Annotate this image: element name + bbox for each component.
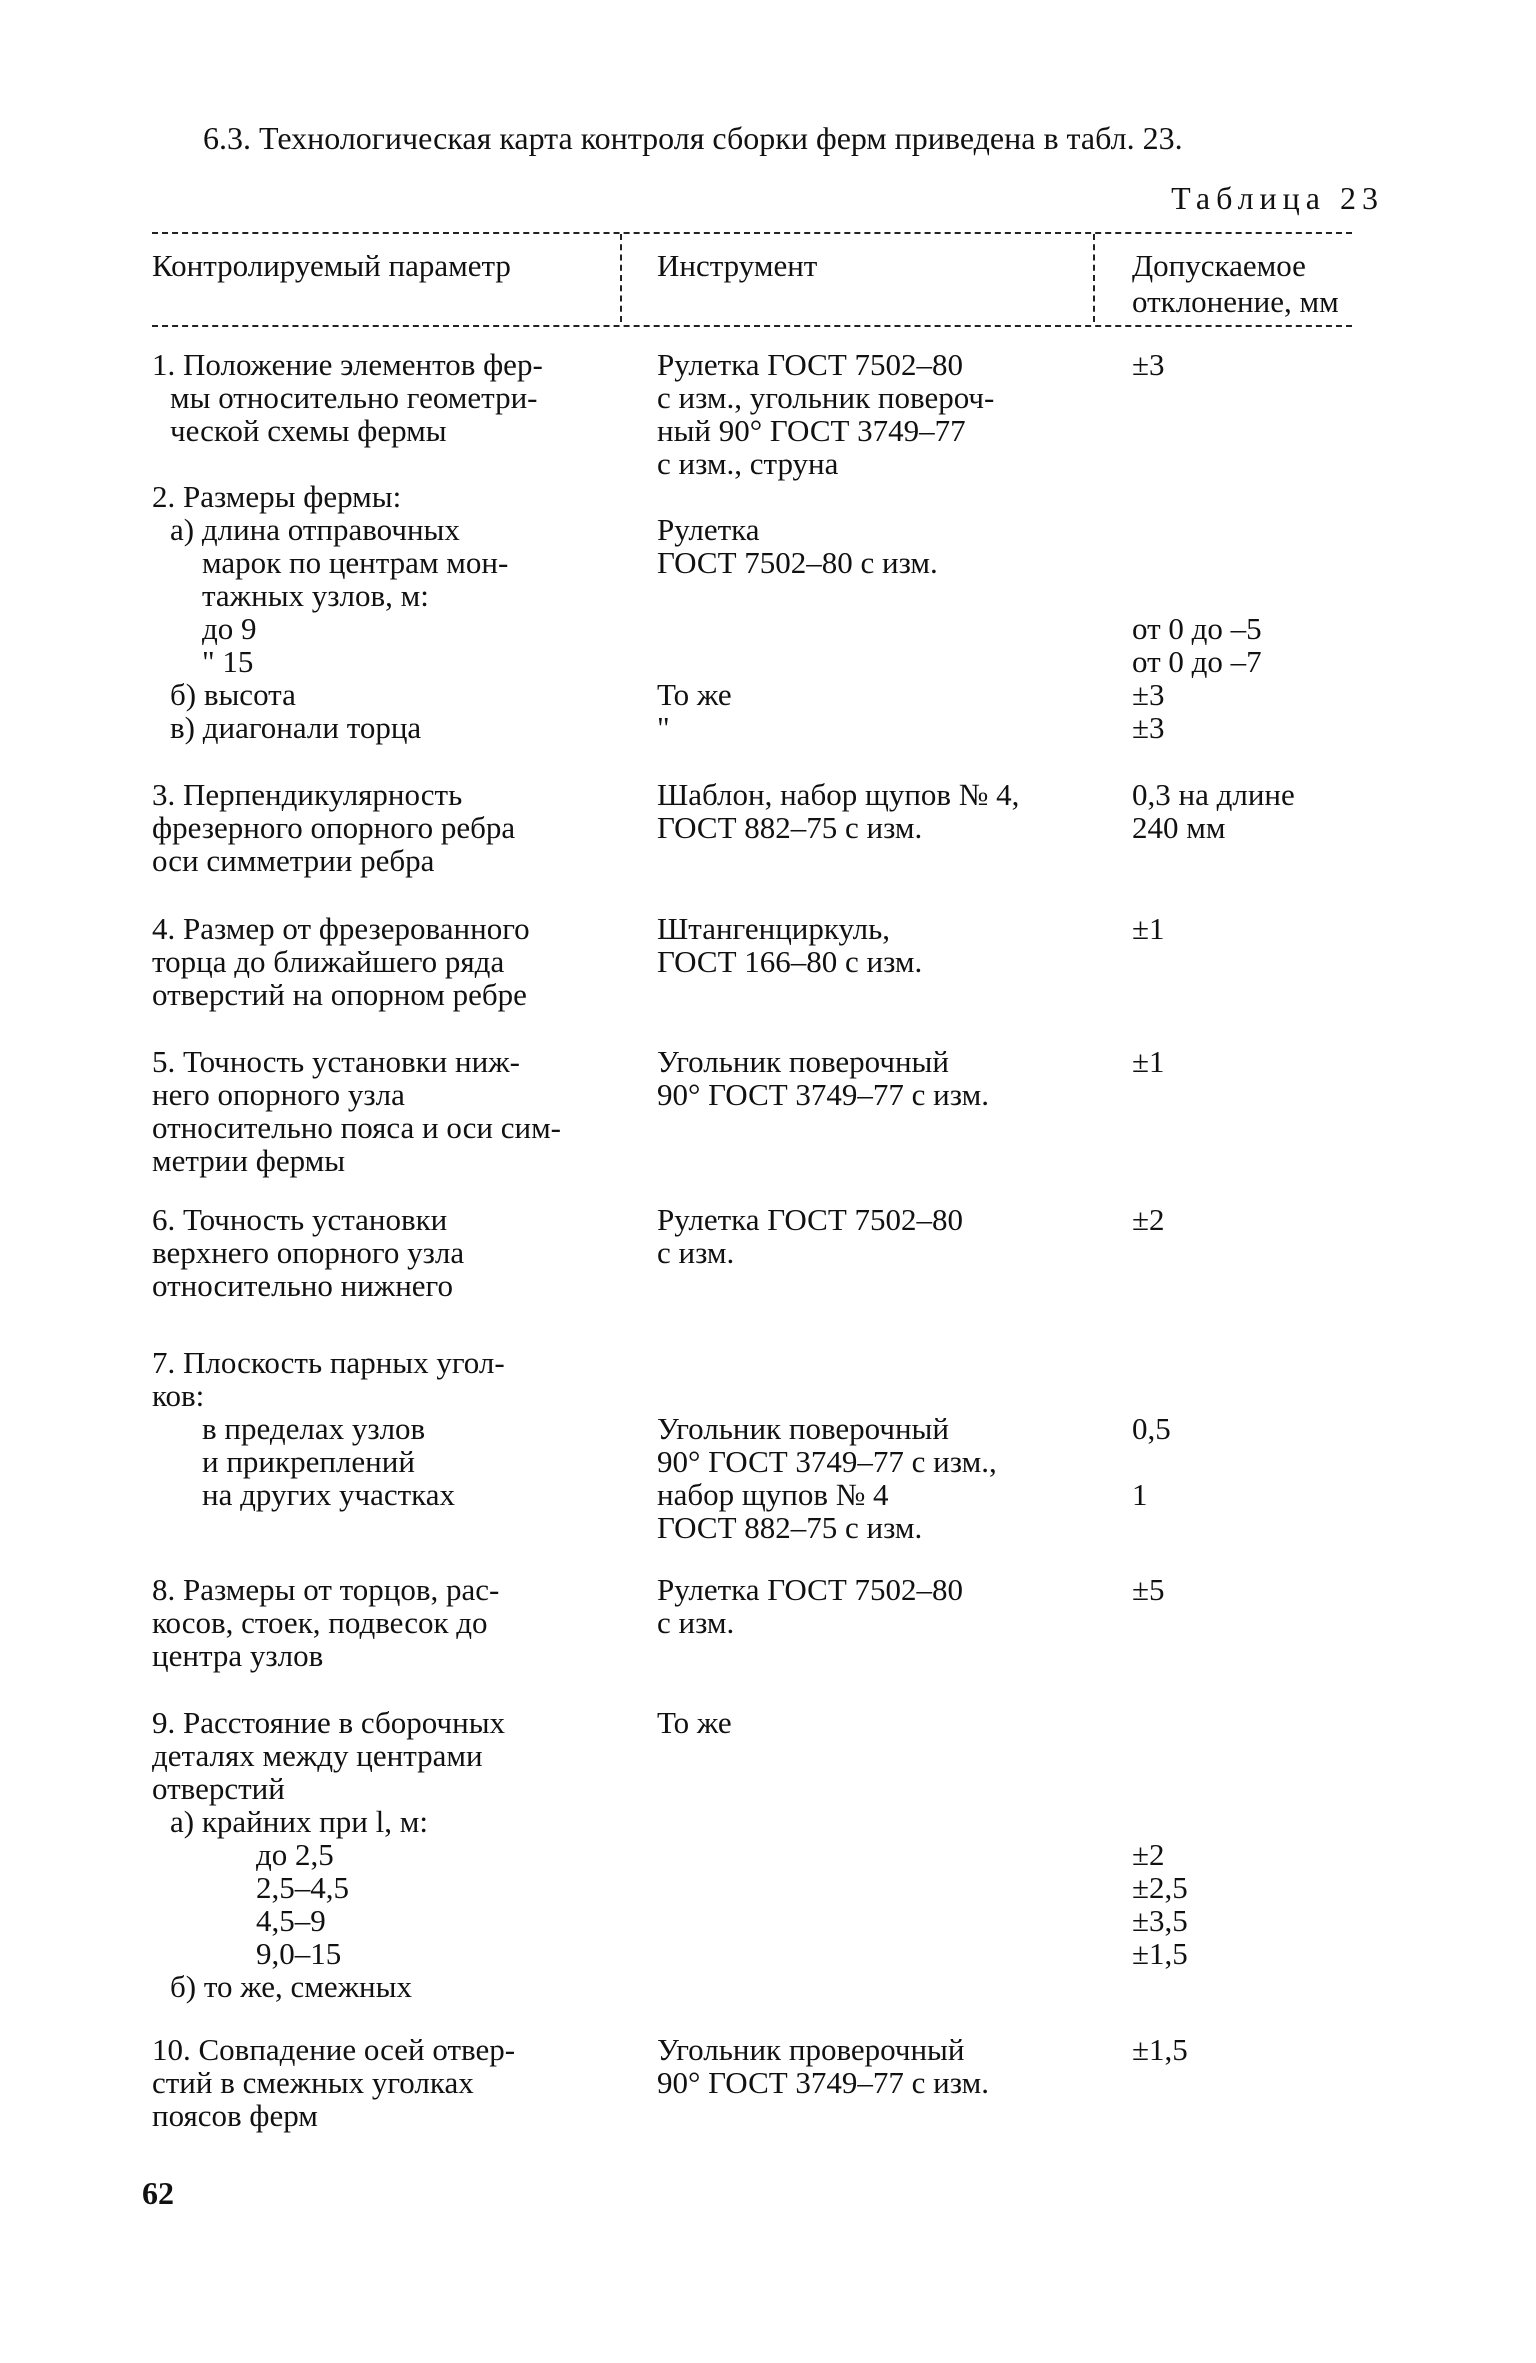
cell-line: тажных узлов, м: xyxy=(202,578,429,613)
cell-line: ческой схемы фермы xyxy=(170,413,447,448)
cell-line: 8. Размеры от торцов, рас- xyxy=(152,1572,500,1607)
tool-cell xyxy=(657,480,1117,744)
cell-line: марок по центрам мон- xyxy=(202,545,509,580)
cell-line: ±3 xyxy=(1132,710,1165,745)
cell-line: торца до ближайшего ряда xyxy=(152,944,505,979)
cell-line xyxy=(1132,513,1362,546)
tolerance-cell xyxy=(1132,1203,1362,1236)
cell-line: 2,5–4,5 xyxy=(256,1870,349,1905)
cell-line: Рулетка ГОСТ 7502–80 xyxy=(657,347,964,382)
tool-cell xyxy=(657,1045,1117,1111)
cell-line: стий в смежных уголках xyxy=(152,2065,474,2100)
header-divider-2 xyxy=(1093,234,1095,322)
cell-line: б) высота xyxy=(170,677,296,712)
cell-line xyxy=(657,1346,1117,1379)
cell-line: " xyxy=(657,710,670,745)
cell-line xyxy=(1132,1346,1362,1379)
cell-line: " 15 xyxy=(202,644,254,679)
cell-line: ±5 xyxy=(1132,1572,1165,1607)
cell-line: 3. Перпендикулярность xyxy=(152,777,463,812)
parameter-cell xyxy=(152,348,642,447)
cell-line: 9. Расстояние в сборочных xyxy=(152,1705,506,1740)
tolerance-cell xyxy=(1132,480,1362,744)
parameter-cell xyxy=(152,1045,642,1177)
table-label: Таблица 23 xyxy=(1171,180,1384,216)
cell-line: до 2,5 xyxy=(256,1837,334,1872)
tolerance-cell xyxy=(1132,778,1362,844)
cell-line: относительно пояса и оси сим- xyxy=(152,1110,562,1145)
tool-cell xyxy=(657,1203,1117,1269)
cell-line: ±1,5 xyxy=(1132,1936,1188,1971)
cell-line: деталях между центрами xyxy=(152,1738,483,1773)
cell-line: поясов ферм xyxy=(152,2098,318,2133)
cell-line: 0,3 на длине xyxy=(1132,777,1295,812)
cell-line: 90° ГОСТ 3749–77 с изм. xyxy=(657,2065,989,2100)
cell-line: Угольник проверочный xyxy=(657,2032,965,2067)
cell-line xyxy=(1132,1379,1362,1412)
cell-line: от 0 до –5 xyxy=(1132,611,1262,646)
tool-cell xyxy=(657,912,1117,978)
cell-line: ±3,5 xyxy=(1132,1903,1188,1938)
cell-line: и прикреплений xyxy=(202,1444,415,1479)
cell-line: ГОСТ 7502–80 с изм. xyxy=(657,545,938,580)
cell-line: набор щупов № 4 xyxy=(657,1477,889,1512)
cell-line: ков: xyxy=(152,1378,205,1413)
cell-line xyxy=(1132,546,1362,579)
cell-line xyxy=(657,1379,1117,1412)
cell-line: мы относительно геометри- xyxy=(170,380,538,415)
cell-line: с изм., струна xyxy=(657,446,839,481)
tolerance-cell xyxy=(1132,912,1362,945)
cell-line: ±2 xyxy=(1132,1837,1165,1872)
header-bottom-rule xyxy=(152,325,1352,327)
header-divider-1 xyxy=(620,234,622,322)
cell-line: 1. Положение элементов фер- xyxy=(152,347,543,382)
cell-line: косов, стоек, подвесок до xyxy=(152,1605,488,1640)
cell-line: а) крайних при l, м: xyxy=(170,1804,428,1839)
cell-line: Рулетка xyxy=(657,512,760,547)
cell-line: Угольник поверочный xyxy=(657,1411,949,1446)
cell-line: ±1 xyxy=(1132,1044,1165,1079)
tolerance-cell xyxy=(1132,1706,1362,1970)
cell-line xyxy=(1132,1805,1362,1838)
cell-line: от 0 до –7 xyxy=(1132,644,1262,679)
cell-line: с изм. xyxy=(657,1605,735,1640)
tool-cell xyxy=(657,2033,1117,2099)
cell-line: 90° ГОСТ 3749–77 с изм., xyxy=(657,1444,997,1479)
tool-cell xyxy=(657,778,1117,844)
tool-cell xyxy=(657,1706,1117,1739)
cell-line: ±1 xyxy=(1132,911,1165,946)
cell-line xyxy=(1132,480,1362,513)
tolerance-cell xyxy=(1132,1573,1362,1606)
cell-line: То же xyxy=(657,677,732,712)
cell-line: 9,0–15 xyxy=(256,1936,342,1971)
cell-line: ±3 xyxy=(1132,347,1165,382)
tool-cell xyxy=(657,1573,1117,1639)
cell-line: относительно нижнего xyxy=(152,1268,453,1303)
cell-line: 90° ГОСТ 3749–77 с изм. xyxy=(657,1077,989,1112)
tool-cell xyxy=(657,1346,1117,1544)
cell-line: 2. Размеры фермы: xyxy=(152,479,402,514)
cell-line: с изм., угольник повероч- xyxy=(657,380,995,415)
page-number: 62 xyxy=(142,2175,174,2211)
cell-line: ±3 xyxy=(1132,677,1165,712)
parameter-cell xyxy=(152,912,642,1011)
cell-line: То же xyxy=(657,1705,732,1740)
cell-line: 10. Совпадение осей отвер- xyxy=(152,2032,516,2067)
cell-line: в) диагонали торца xyxy=(170,710,422,745)
cell-line: ±2 xyxy=(1132,1202,1165,1237)
cell-line: Рулетка ГОСТ 7502–80 xyxy=(657,1572,964,1607)
cell-line: ГОСТ 166–80 с изм. xyxy=(657,944,923,979)
tolerance-cell xyxy=(1132,2033,1362,2066)
cell-line: него опорного узла xyxy=(152,1077,405,1112)
header-tool: Инструмент xyxy=(657,248,818,283)
tolerance-cell xyxy=(1132,348,1362,381)
cell-line: в пределах узлов xyxy=(202,1411,426,1446)
tool-cell xyxy=(657,348,1117,480)
cell-line: оси симметрии ребра xyxy=(152,843,435,878)
cell-line: б) то же, смежных xyxy=(170,1969,412,2004)
cell-line: Рулетка ГОСТ 7502–80 xyxy=(657,1202,964,1237)
cell-line xyxy=(657,579,1117,612)
cell-line xyxy=(1132,1772,1362,1805)
header-tolerance xyxy=(1132,248,1339,320)
cell-line xyxy=(1132,1739,1362,1772)
section-heading: 6.3. Технологическая карта контроля сборки ферм приведена в табл. 23. xyxy=(203,120,1183,156)
cell-line: отверстий на опорном ребре xyxy=(152,977,527,1012)
cell-line: а) длина отправочных xyxy=(170,512,460,547)
cell-line xyxy=(1132,579,1362,612)
tolerance-cell xyxy=(1132,1045,1362,1078)
cell-line: ный 90° ГОСТ 3749–77 xyxy=(657,413,966,448)
cell-line: метрии фермы xyxy=(152,1143,346,1178)
cell-line: 6. Точность установки xyxy=(152,1202,448,1237)
cell-line: до 9 xyxy=(202,611,257,646)
parameter-cell xyxy=(152,1203,642,1302)
parameter-cell xyxy=(152,1346,642,1511)
parameter-cell xyxy=(152,778,642,877)
cell-line: фрезерного опорного ребра xyxy=(152,810,516,845)
cell-line: отверстий xyxy=(152,1771,285,1806)
table-top-rule xyxy=(152,232,1352,234)
cell-line: Штангенциркуль, xyxy=(657,911,890,946)
cell-line: с изм. xyxy=(657,1235,735,1270)
tolerance-cell xyxy=(1132,1346,1362,1511)
header-parameter: Контролируемый параметр xyxy=(152,248,511,283)
cell-line: ГОСТ 882–75 с изм. xyxy=(657,1510,923,1545)
cell-line xyxy=(1132,1706,1362,1739)
header-tolerance-line-2: отклонение, мм xyxy=(1132,284,1339,319)
cell-line: Шаблон, набор щупов № 4, xyxy=(657,777,1020,812)
cell-line: 0,5 xyxy=(1132,1411,1171,1446)
parameter-cell xyxy=(152,480,642,744)
cell-line xyxy=(1132,1445,1362,1478)
cell-line: центра узлов xyxy=(152,1638,324,1673)
cell-line: 5. Точность установки ниж- xyxy=(152,1044,520,1079)
cell-line: 1 xyxy=(1132,1477,1148,1512)
cell-line xyxy=(657,612,1117,645)
cell-line: 7. Плоскость парных угол- xyxy=(152,1345,505,1380)
cell-line: 4. Размер от фрезерованного xyxy=(152,911,530,946)
header-tolerance-line-1: Допускаемое xyxy=(1132,248,1306,283)
cell-line: 240 мм xyxy=(1132,810,1226,845)
cell-line: ±2,5 xyxy=(1132,1870,1188,1905)
cell-line: верхнего опорного узла xyxy=(152,1235,465,1270)
cell-line: ГОСТ 882–75 с изм. xyxy=(657,810,923,845)
cell-line: на других участках xyxy=(202,1477,456,1512)
cell-line: Угольник поверочный xyxy=(657,1044,949,1079)
cell-line xyxy=(657,480,1117,513)
cell-line: ±1,5 xyxy=(1132,2032,1188,2067)
cell-line xyxy=(657,645,1117,678)
cell-line: 4,5–9 xyxy=(256,1903,326,1938)
parameter-cell xyxy=(152,2033,642,2132)
parameter-cell xyxy=(152,1573,642,1672)
parameter-cell xyxy=(152,1706,642,2003)
